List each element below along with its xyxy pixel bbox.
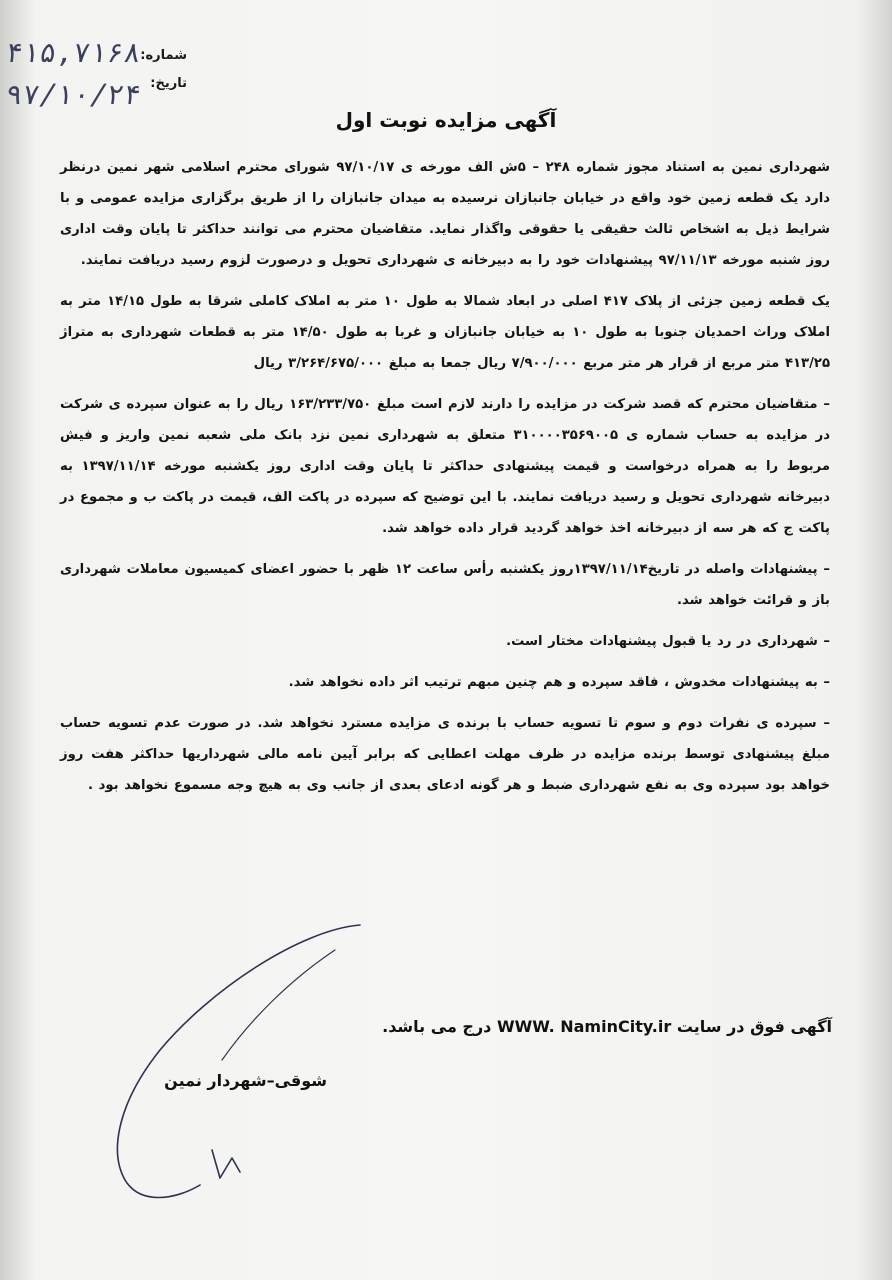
document-body — [60, 152, 830, 811]
handwritten-number: ۴۱۵,۷۱۶۸ — [3, 36, 144, 69]
handwritten-date: ۹۷/۱۰/۲۴ — [3, 78, 144, 111]
paragraph-intro: شهرداری نمین به استناد مجوز شماره ۲۴۸ – ۵ش الف مورخه ی ۹۷/۱۰/۱۷ شورای محترم اسلامی شهر نمین درنظر دارد یک قطعه زمین خود واقع در خیابان جانبازان نرسیده به میدان جانبازان را از طریق برگزاری مزایده عمومی و با شرایط ذیل به اشخاص ثالث حقیقی یا حقوقی واگذار نماید. متقاضیان محترم می توانند حداکثر تا پایان وقت اداری روز شنبه مورخه ۹۷/۱۱/۱۳ پیشنهادات خود را به دبیرخانه ی شهرداری تحویل و درصورت لزوم رسید دریافت نمایند. — [60, 160, 830, 268]
website-notice: آگهی فوق در سایت WWW. NaminCity.ir درج می باشد. — [382, 1017, 832, 1036]
paragraph-opening: – پیشنهادات واصله در تاریخ۱۳۹۷/۱۱/۱۴روز یکشنبه رأس ساعت ۱۲ ظهر با حضور اعضای کمیسیون معاملات شهرداری باز و قرائت خواهد شد. — [60, 562, 830, 608]
paragraph-discretion: – شهرداری در رد یا قبول پیشنهادات مختار است. — [506, 634, 830, 649]
paragraph-land-description: یک قطعه زمین جزئی از پلاک ۴۱۷ اصلی در ابعاد شمالا به طول ۱۰ متر به املاک کاملی شرقا به طول ۱۴/۱۵ متر به املاک وراث احمدیان جنوبا به طول ۱۰ به خیابان جانبازان و غربا به طول ۱۴/۵۰ متر به قطعات شهرداری به متراژ ۴۱۳/۲۵ متر مربع از قرار هر متر مربع ۷/۹۰۰/۰۰۰ ریال جمعا به مبلغ ۳/۲۶۴/۶۷۵/۰۰۰ ریال — [60, 294, 830, 371]
number-label: شماره: — [140, 48, 187, 63]
signatory-name: شوقی–شهردار نمین — [164, 1071, 327, 1090]
paragraph-deposit: – متقاضیان محترم که قصد شرکت در مزایده را دارند لازم است مبلغ ۱۶۳/۲۳۳/۷۵۰ ریال را به عنوان سپرده ی شرکت در مزایده به حساب شماره ی ۳۱۰۰۰۰۳۵۶۹۰۰۵ متعلق به شهرداری نمین نزد بانک ملی شعبه نمین واریز و فیش مربوط را به همراه درخواست و قیمت پیشنهادی حداکثر تا پایان وقت اداری روز یکشنبه مورخه ۱۳۹۷/۱۱/۱۴ به دبیرخانه شهرداری تحویل و رسید دریافت نمایند. با این توضیح که سپرده در پاکت الف، قیمت در پاکت ب و مجموع در پاکت ج که هر سه از دبیرخانه اخذ خواهد گردید قرار داده خواهد شد. — [60, 397, 831, 536]
document-title: آگهی مزایده نوبت اول — [335, 108, 557, 132]
paragraph-invalid-bids: – به پیشنهادات مخدوش ، فاقد سپرده و هم چنین مبهم ترتیب اثر داده نخواهد شد. — [288, 675, 830, 690]
paragraph-refund: – سپرده ی نفرات دوم و سوم تا تسویه حساب با برنده ی مزایده مسترد نخواهد شد. در صورت عدم تسویه حساب مبلغ پیشنهادی توسط برنده مزایده در ظرف مهلت اعطایی که برابر آیین نامه مالی شهرداریها حداکثر هفت روز خواهد بود سپرده وی به نفع شهرداری ضبط و هر گونه ادعای بعدی از جانب وی به هیچ وجه مسموع نخواهد بود . — [60, 716, 830, 793]
date-label: تاریخ: — [150, 76, 187, 91]
